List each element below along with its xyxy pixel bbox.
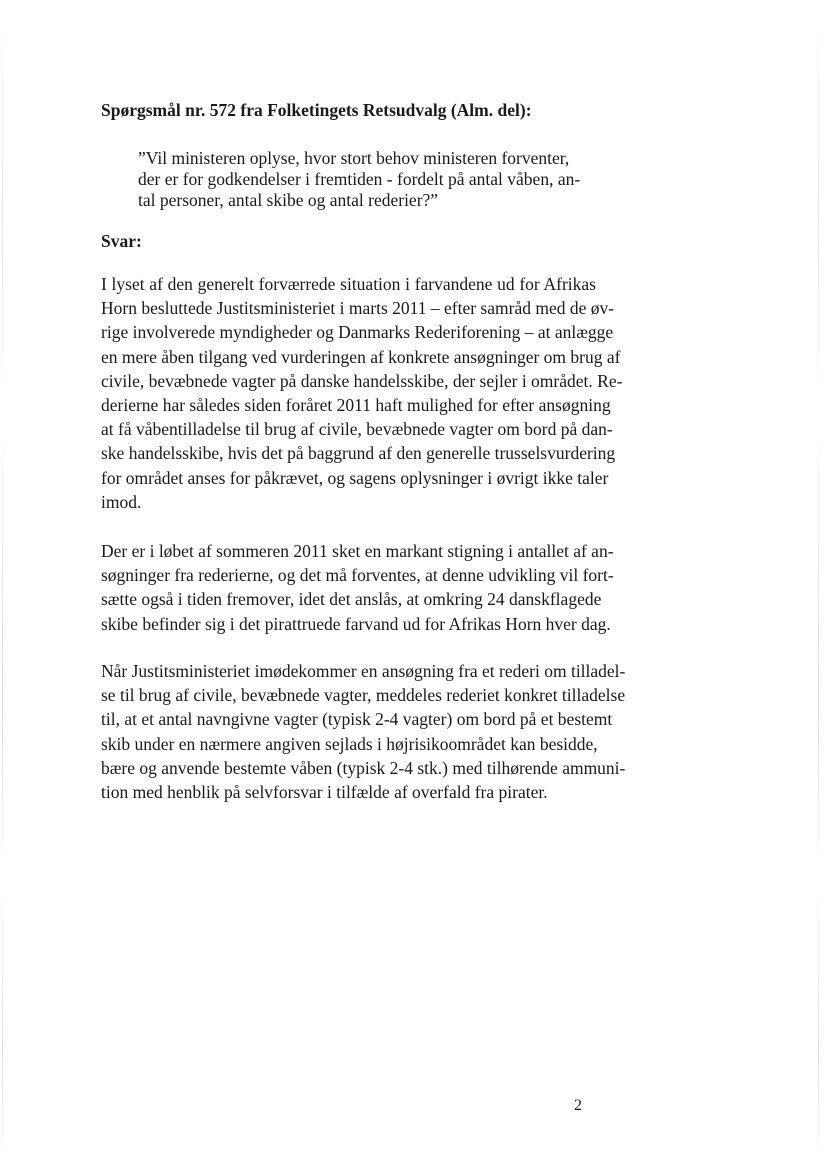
quote-line: der er for godkendelser i fremtiden - fordelt på antal våben, an- — [138, 169, 581, 189]
paragraph-line: bære og anvende bestemte våben (typisk 2-4 stk.) med tilhørende ammuni- — [101, 757, 626, 778]
answer-paragraph-1 — [101, 272, 623, 514]
paragraph-line: Horn besluttede Justitsministeriet i marts 2011 – efter samråd med de øv- — [101, 298, 615, 319]
paragraph-line: derierne har således siden foråret 2011 haft mulighed for efter ansøgning — [101, 395, 611, 416]
paragraph-line: Der er i løbet af sommeren 2011 sket en markant stigning i antallet af an- — [101, 541, 614, 561]
paragraph-line: en mere åben tilgang ved vurderingen af konkrete ansøgninger om brug af — [101, 346, 621, 367]
question-heading: Spørgsmål nr. 572 fra Folketingets Retsudvalg (Alm. del): — [101, 100, 532, 120]
paragraph-line: skibe befinder sig i det pirattruede farvand ud for Afrikas Horn hver dag. — [101, 613, 611, 634]
paragraph-line: sætte også i tiden fremover, idet det anslås, at omkring 24 danskflagede — [101, 589, 602, 610]
quote-line: tal personer, antal skibe og antal rederier?” — [138, 190, 439, 210]
answer-paragraph-2 — [101, 539, 614, 636]
scan-edge-right — [818, 0, 819, 1168]
paragraph-line: tion med henblik på selvforsvar i tilfælde af overfald fra pirater. — [101, 782, 548, 803]
answer-paragraph-3 — [101, 659, 626, 804]
paragraph-line: ske handelsskibe, hvis det på baggrund af den generelle trusselsvurdering — [101, 443, 616, 464]
paragraph-line: rige involverede myndigheder og Danmarks Rederiforening – at anlægge — [101, 322, 614, 343]
paragraph-line: I lyset af den generelt forværrede situation i farvandene ud for Afrikas — [101, 274, 596, 294]
answer-label: Svar: — [101, 231, 142, 251]
paragraph-line: at få våbentilladelse til brug af civile, bevæbnede vagter om bord på dan- — [101, 419, 613, 440]
paragraph-line: civile, bevæbnede vagter på danske handelsskibe, der sejler i området. Re- — [101, 370, 623, 391]
paragraph-line: imod. — [101, 491, 142, 512]
paragraph-line: Når Justitsministeriet imødekommer en ansøgning fra et rederi om tilladel- — [101, 661, 626, 681]
page-number: 2 — [574, 1097, 582, 1114]
paragraph-line: søgninger fra rederierne, og det må forventes, at denne udvikling vil fort- — [101, 565, 614, 586]
scan-edge-left — [2, 0, 3, 1168]
paragraph-line: se til brug af civile, bevæbnede vagter, meddeles rederiet konkret tilladelse — [101, 685, 626, 706]
paragraph-line: skib under en nærmere angiven sejlads i højrisikoområdet kan besidde, — [101, 733, 598, 754]
paragraph-line: til, at et antal navngivne vagter (typisk 2-4 vagter) om bord på et bestemt — [101, 709, 613, 730]
quote-line: ”Vil ministeren oplyse, hvor stort behov ministeren forventer, — [138, 148, 570, 168]
paragraph-line: for området anses for påkrævet, og sagens oplysninger i øvrigt ikke taler — [101, 467, 609, 488]
question-quote — [138, 148, 581, 211]
